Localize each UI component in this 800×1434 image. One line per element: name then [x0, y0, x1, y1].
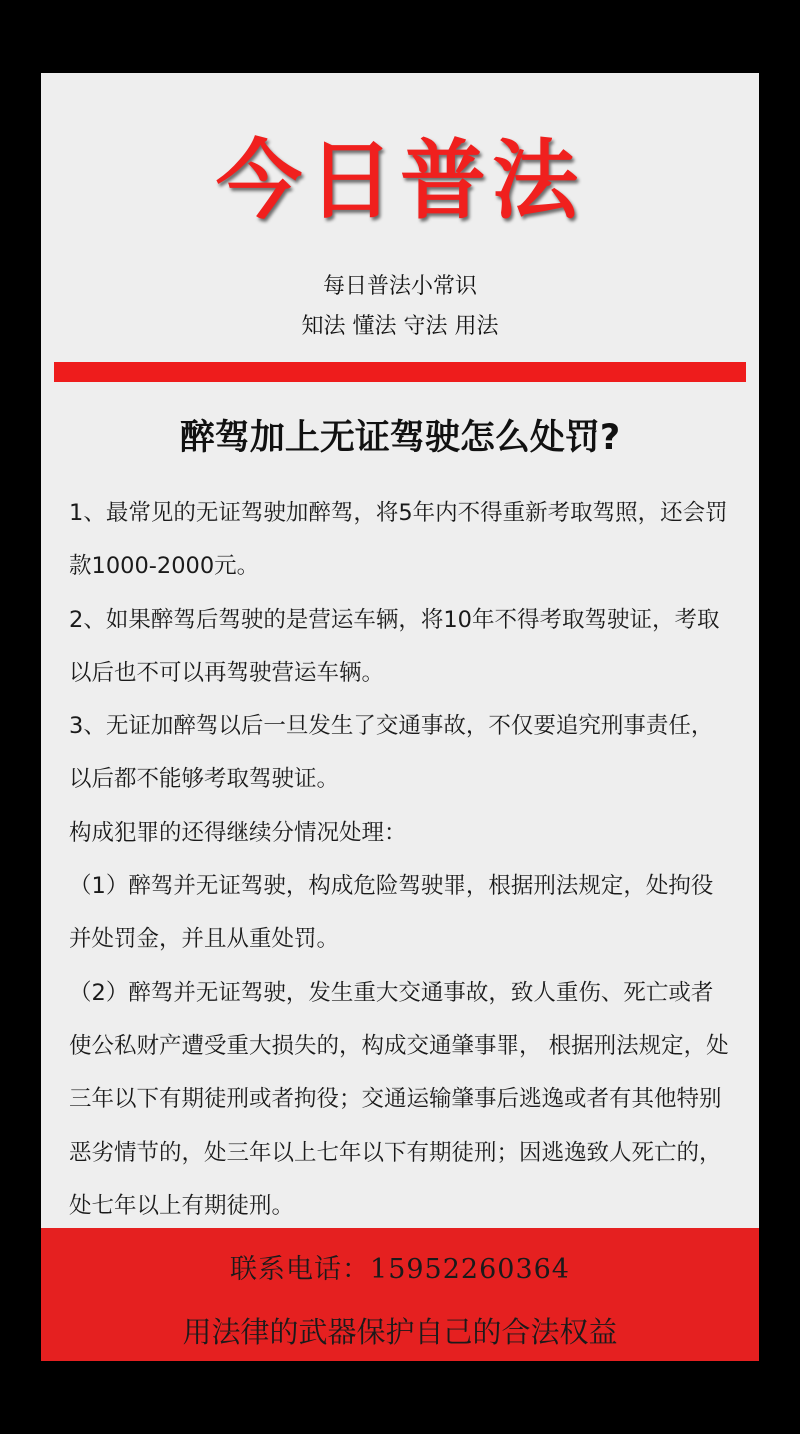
article-question: 醉驾加上无证驾驶怎么处罚? — [179, 418, 621, 458]
footer-banner — [41, 1228, 759, 1361]
subtitle-tips: 每日普法小常识 — [322, 274, 477, 299]
article-body — [69, 487, 731, 1233]
main-title: 今日普法 — [216, 131, 584, 231]
paragraph-1: 1、最常见的无证驾驶加醉驾，将5年内不得重新考取驾照，还会罚款1000-2000元。 — [69, 500, 728, 580]
subtitle-slogan: 知法 懂法 守法 用法 — [301, 314, 499, 339]
paragraph-6: （2）醉驾并无证驾驶，发生重大交通事故，致人重伤、死亡或者使公私财产遭受重大损失的，构成交通肇事罪， 根据刑法规定，处三年以下有期徒刑或者拘役；交通运输肇事后逃逸或者有其他特别恶劣情节的，处三年以上七年以下有期徒刑；因逃逸致人死亡的，处七年以上有期徒刑。 — [69, 979, 729, 1219]
poster — [41, 73, 759, 1361]
divider-bar — [54, 362, 746, 382]
paragraph-5: （1）醉驾并无证驾驶，构成危险驾驶罪，根据刑法规定，处拘役并处罚金，并且从重处罚。 — [69, 873, 714, 953]
paragraph-3: 3、无证加醉驾以后一旦发生了交通事故，不仅要追究刑事责任，以后都不能够考取驾驶证。 — [69, 713, 714, 793]
paragraph-2: 2、如果醉驾后驾驶的是营运车辆，将10年不得考取驾驶证，考取以后也不可以再驾驶营运车辆。 — [69, 606, 720, 686]
contact-phone: 联系电话：15952260364 — [230, 1254, 570, 1285]
paragraph-4: 构成犯罪的还得继续分情况处理： — [69, 819, 407, 846]
footer-slogan: 用法律的武器保护自己的合法权益 — [182, 1315, 618, 1349]
